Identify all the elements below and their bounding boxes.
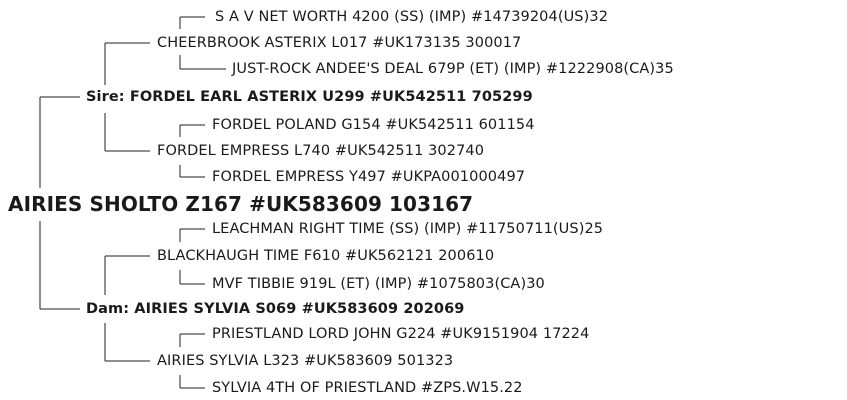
dam-dam-sire-node: PRIESTLAND LORD JOHN G224 #UK9151904 17224 bbox=[212, 326, 590, 342]
subject-animal-title: AIRIES SHOLTO Z167 #UK583609 103167 bbox=[8, 192, 474, 216]
sire-dam-node: FORDEL EMPRESS L740 #UK542511 302740 bbox=[157, 143, 485, 159]
dam-sire-sire-node: LEACHMAN RIGHT TIME (SS) (IMP) #11750711(US)25 bbox=[212, 221, 604, 237]
sire-sire-dam-node: JUST-ROCK ANDEE'S DEAL 679P (ET) (IMP) #1222908(CA)35 bbox=[232, 61, 674, 77]
sire-dam-dam-node: FORDEL EMPRESS Y497 #UKPA001000497 bbox=[212, 169, 526, 185]
sire-dam-sire-node: FORDEL POLAND G154 #UK542511 601154 bbox=[212, 117, 535, 133]
sire-sire-sire-node: S A V NET WORTH 4200 (SS) (IMP) #14739204(US)32 bbox=[215, 9, 609, 25]
dam-node: Dam: AIRIES SYLVIA S069 #UK583609 202069 bbox=[86, 301, 465, 317]
sire-sire-node: CHEERBROOK ASTERIX L017 #UK173135 300017 bbox=[157, 35, 522, 51]
sire-node: Sire: FORDEL EARL ASTERIX U299 #UK542511 705299 bbox=[86, 89, 533, 105]
dam-sire-dam-node: MVF TIBBIE 919L (ET) (IMP) #1075803(CA)30 bbox=[212, 276, 545, 292]
dam-dam-node: AIRIES SYLVIA L323 #UK583609 501323 bbox=[157, 353, 454, 369]
dam-sire-node: BLACKHAUGH TIME F610 #UK562121 200610 bbox=[157, 248, 495, 264]
dam-dam-dam-node: SYLVIA 4TH OF PRIESTLAND #ZPS.W15.22 bbox=[212, 380, 523, 396]
